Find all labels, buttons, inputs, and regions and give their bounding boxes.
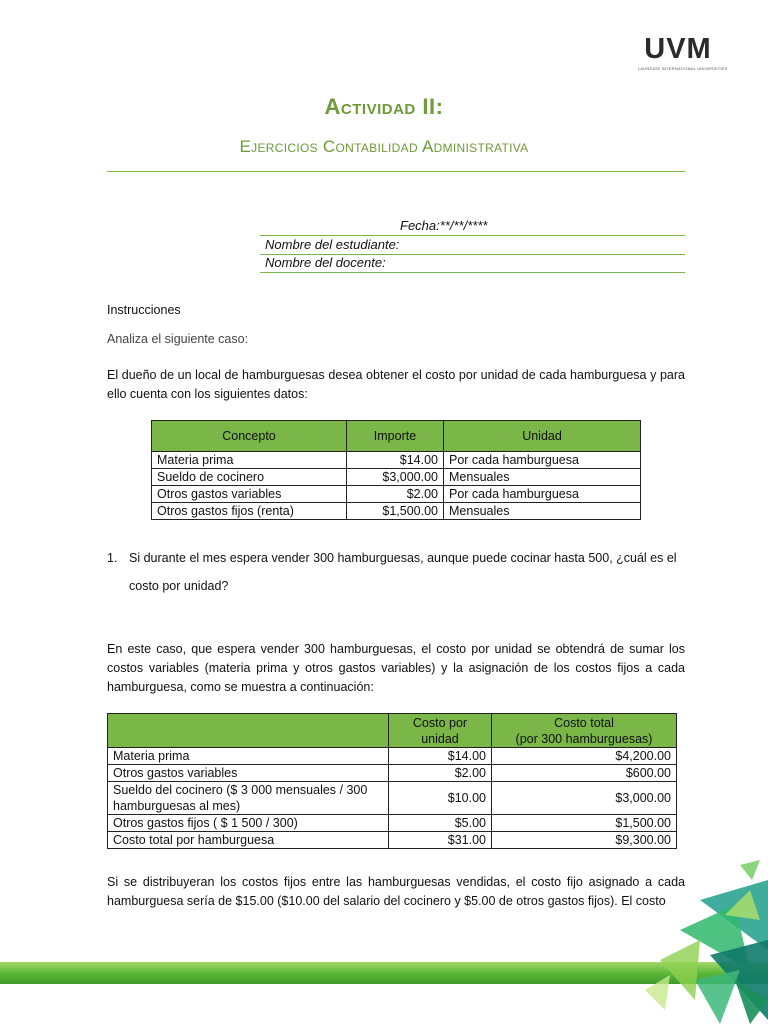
cost-table (107, 713, 677, 849)
question-text-cont: costo por unidad? (129, 579, 229, 593)
cell: Otros gastos fijos (renta) (152, 503, 347, 520)
student-name-field: Nombre del estudiante: (265, 237, 400, 252)
cell: Mensuales (444, 469, 641, 486)
cell: $9,300.00 (492, 832, 677, 849)
date-underline (260, 235, 685, 236)
explanation-paragraph: En este caso, que espera vender 300 hamburguesas, el costo por unidad se obtendrá de sumar los costos variables (materia prima y otros gastos variables) y la asignación de los costos fijos a cada hamburguesa, como se muestra a continuación: (107, 642, 685, 694)
data-table-header (152, 421, 641, 452)
col-header-line: Costo por (412, 715, 468, 730)
col-header-line: (por 300 hamburguesas) (515, 731, 653, 746)
cell: Otros gastos variables (108, 765, 389, 782)
col-header: Unidad (444, 421, 641, 452)
cell: Sueldo del cocinero ($ 3 000 mensuales / 300 hamburguesas al mes) (108, 782, 389, 815)
table-row (108, 782, 677, 815)
table-row (108, 815, 677, 832)
question-text: Si durante el mes espera vender 300 hamburguesas, aunque puede cocinar hasta 500, ¿cuál es el (129, 551, 677, 565)
data-table (151, 420, 641, 520)
instructions-heading: Instrucciones (107, 303, 181, 317)
question-number: 1. (107, 551, 118, 565)
cell: Materia prima (108, 748, 389, 765)
cell: $4,200.00 (492, 748, 677, 765)
cell: $14.00 (347, 452, 444, 469)
intro-paragraph: El dueño de un local de hamburguesas desea obtener el costo por unidad de cada hamburguesa y para ello cuenta con los siguientes datos: (107, 368, 685, 401)
table-row (152, 486, 641, 503)
table-row (152, 452, 641, 469)
cell: $5.00 (389, 815, 492, 832)
page-title: Actividad II: (324, 94, 444, 119)
table-row-total (108, 832, 677, 849)
teacher-underline (260, 272, 685, 273)
date-field: Fecha:**/**/**** (400, 218, 488, 233)
table-row (152, 469, 641, 486)
logo-text: UVM (644, 33, 712, 65)
cell: $1,500.00 (492, 815, 677, 832)
cell: $1,500.00 (347, 503, 444, 520)
cell: Materia prima (152, 452, 347, 469)
instructions-text: Analiza el siguiente caso: (107, 332, 249, 346)
cell: Por cada hamburguesa (444, 452, 641, 469)
decorative-polygons-icon (640, 860, 768, 1024)
table-row (108, 765, 677, 782)
cell: $14.00 (389, 748, 492, 765)
cost-table-header (108, 714, 677, 748)
cell: Sueldo de cocinero (152, 469, 347, 486)
col-header (389, 714, 492, 748)
cell: Mensuales (444, 503, 641, 520)
cell: Otros gastos fijos ( $ 1 500 / 300) (108, 815, 389, 832)
cell: $2.00 (389, 765, 492, 782)
cell: $2.00 (347, 486, 444, 503)
logo-subtext: LAUREATE INTERNATIONAL UNIVERSITIES (638, 66, 728, 71)
col-header (492, 714, 677, 748)
col-header: Importe (347, 421, 444, 452)
uvm-logo (638, 33, 728, 72)
col-header-line: Costo total (554, 715, 614, 730)
closing-paragraph: Si se distribuyeran los costos fijos entre las hamburguesas vendidas, el costo fijo asignado a cada hamburguesa sería de $15.00 ($10.00 del salario del cocinero y $5.00 de otros gastos fijos). El costo (107, 875, 685, 908)
table-row (108, 748, 677, 765)
cell: $31.00 (389, 832, 492, 849)
page-subtitle: Ejercicios Contabilidad Administrativa (239, 137, 529, 156)
cell: $3,000.00 (492, 782, 677, 815)
table-row (152, 503, 641, 520)
cell: $600.00 (492, 765, 677, 782)
title-divider (107, 171, 685, 172)
col-header: Concepto (152, 421, 347, 452)
col-header-line: unidad (421, 731, 459, 746)
cell: Otros gastos variables (152, 486, 347, 503)
cell: Por cada hamburguesa (444, 486, 641, 503)
cell: Costo total por hamburguesa (108, 832, 389, 849)
cell: $10.00 (389, 782, 492, 815)
col-header-empty (108, 714, 389, 748)
teacher-name-field: Nombre del docente: (265, 255, 386, 270)
cell: $3,000.00 (347, 469, 444, 486)
